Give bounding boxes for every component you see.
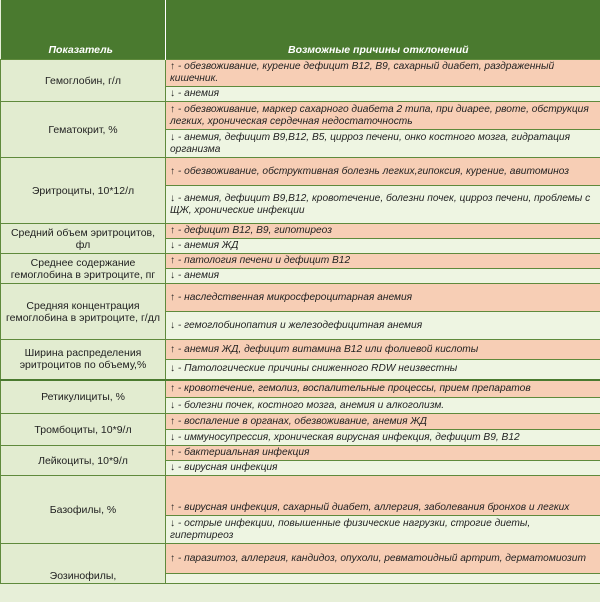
increase-causes: ↑ - обезвоживание, курение дефицит В12, В9, сахарный диабет, раздраженный кишечник.: [166, 60, 600, 87]
indicator-name: Эритроциты, 10*12/л: [1, 158, 166, 224]
decrease-causes: ↓ - Патологические причины сниженного RDW неизвестны: [166, 360, 600, 380]
increase-causes: ↑ - вирусная инфекция, сахарный диабет, аллергия, заболевания бронхов и легких: [166, 476, 600, 516]
indicator-name: Средний объем эритроцитов, фл: [1, 224, 166, 254]
decrease-causes: ↓ - анемия ЖД: [166, 239, 600, 254]
table-row: [1, 544, 600, 574]
indicator-name: Средняя концентрация гемоглобина в эритроците, г/дл: [1, 284, 166, 340]
indicator-name: Гемоглобин, г/л: [1, 60, 166, 102]
table-row: [1, 224, 600, 239]
indicator-name: Ширина распределения эритроцитов по объему,%: [1, 340, 166, 380]
indicator-name: Эозинофилы,: [1, 544, 166, 584]
decrease-causes: ↓ - иммуносупрессия, хроническая вирусная инфекция, дефицит В9, В12: [166, 430, 600, 446]
increase-causes: ↑ - обезвоживание, обструктивная болезнь легких,гипоксия, курение, авитоминоз: [166, 158, 600, 186]
increase-causes: ↑ - воспаление в органах, обезвоживание, анемия ЖД: [166, 414, 600, 430]
header-indicator: Показатель: [1, 0, 166, 60]
header-row: [1, 0, 600, 60]
indicator-name: Базофилы, %: [1, 476, 166, 544]
table-row: [1, 60, 600, 87]
decrease-causes: ↓ - вирусная инфекция: [166, 461, 600, 476]
indicator-name: Тромбоциты, 10*9/л: [1, 414, 166, 446]
table-row: [1, 380, 600, 398]
decrease-causes: ↓ - острые инфекции, повышенные физические нагрузки, строгие диеты, гипертиреоз: [166, 516, 600, 544]
indicator-name: Ретикулициты, %: [1, 380, 166, 414]
increase-causes: ↑ - дефицит В12, В9, гипотиреоз: [166, 224, 600, 239]
increase-causes: ↑ - паразитоз, аллергия, кандидоз, опухоли, ревматоидный артрит, дерматомиозит: [166, 544, 600, 574]
header-causes: Возможные причины отклонений: [166, 0, 600, 60]
decrease-causes: ↓ - анемия: [166, 269, 600, 284]
decrease-causes: [166, 574, 600, 584]
table-row: [1, 102, 600, 130]
table-row: [1, 254, 600, 269]
increase-causes: ↑ - патология печени и дефицит В12: [166, 254, 600, 269]
increase-causes: ↑ - обезвоживание, маркер сахарного диабета 2 типа, при диарее, рвоте, обструкция легких, хроническая сердечная недостаточность: [166, 102, 600, 130]
increase-causes: ↑ - кровотечение, гемолиз, воспалительные процессы, прием препаратов: [166, 380, 600, 398]
table-row: [1, 158, 600, 186]
decrease-causes: ↓ - анемия, дефицит В9,В12, В5, цирроз печени, онко костного мозга, гидратация организма: [166, 130, 600, 158]
indicator-name: Лейкоциты, 10*9/л: [1, 446, 166, 476]
indicator-name: Гематокрит, %: [1, 102, 166, 158]
table-row: [1, 476, 600, 516]
decrease-causes: ↓ - анемия: [166, 87, 600, 102]
indicator-name: Среднее содержание гемоглобина в эритроците, пг: [1, 254, 166, 284]
decrease-causes: ↓ - анемия, дефицит В9,В12, кровотечение, болезни почек, цирроз печени, проблемы с ЩЖ, хронические инфекции: [166, 186, 600, 224]
decrease-causes: ↓ - гемоглобинопатия и железодефицитная анемия: [166, 312, 600, 340]
increase-causes: ↑ - анемия ЖД, дефицит витамина В12 или фолиевой кислоты: [166, 340, 600, 360]
decrease-causes: ↓ - болезни почек, костного мозга, анемия и алкоголизм.: [166, 398, 600, 414]
increase-causes: ↑ - наследственная микросфероцитарная анемия: [166, 284, 600, 312]
table-row: [1, 414, 600, 430]
table-row: [1, 340, 600, 360]
increase-causes: ↑ - бактериальная инфекция: [166, 446, 600, 461]
table-row: [1, 446, 600, 461]
table-row: [1, 284, 600, 312]
